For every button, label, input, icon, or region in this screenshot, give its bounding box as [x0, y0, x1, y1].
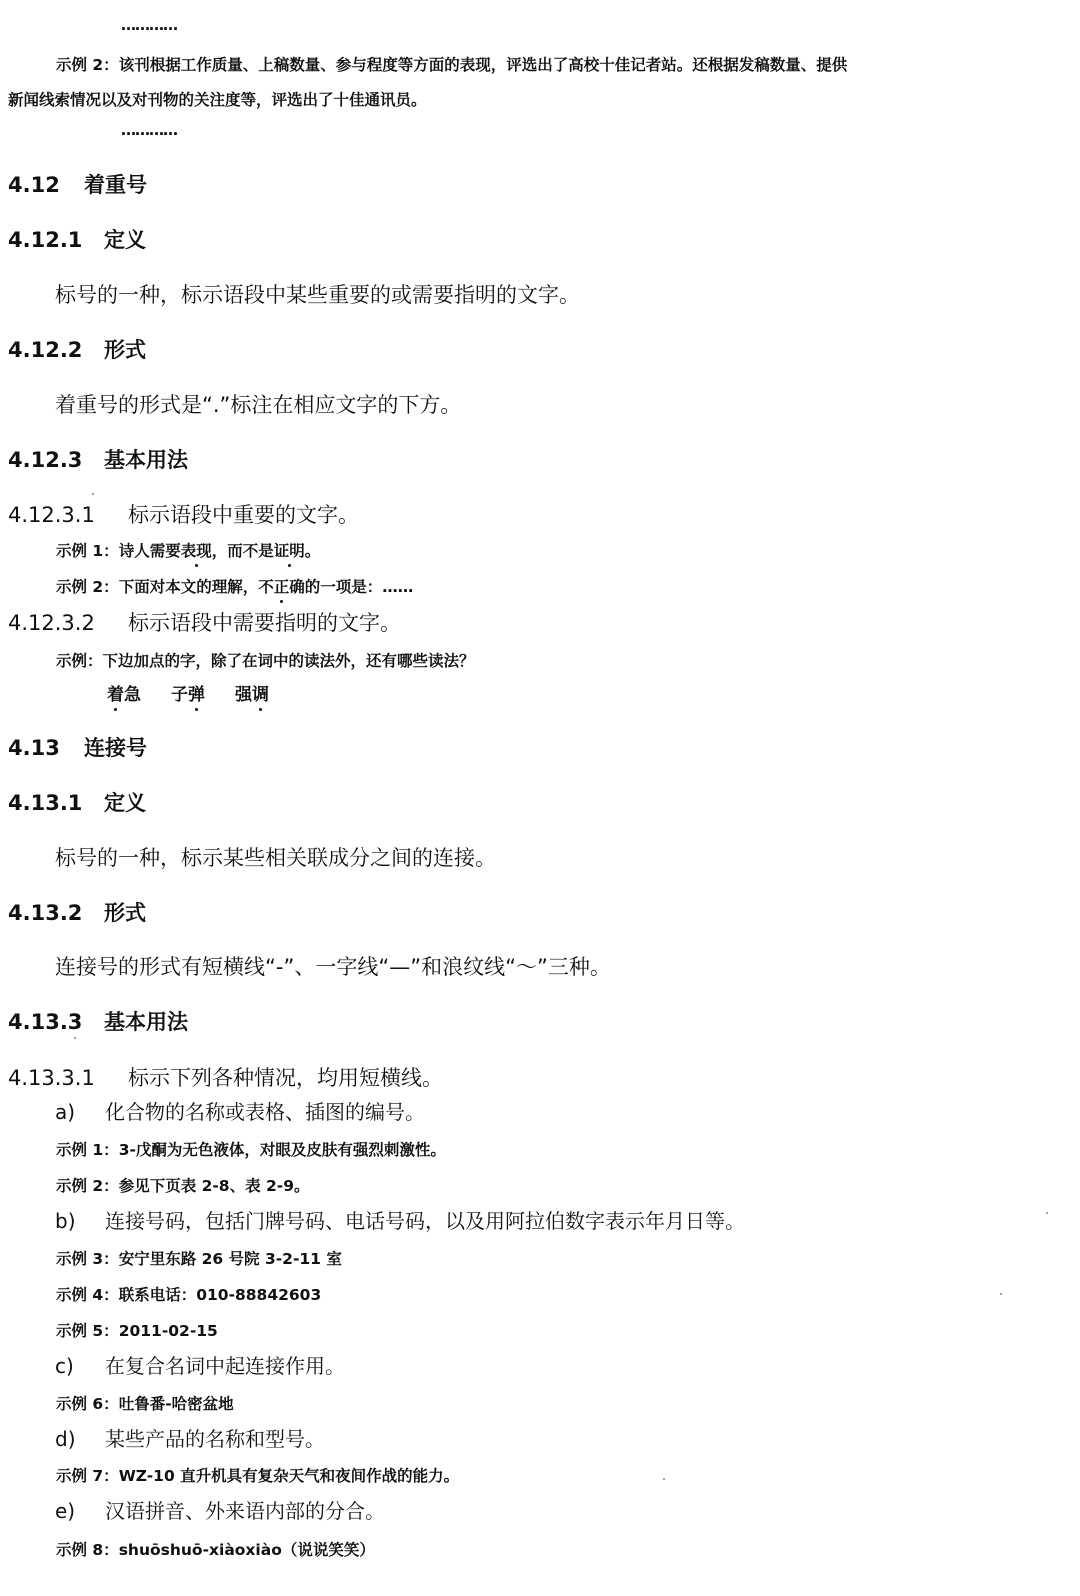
list-item-e: e) 汉语拼音、外来语内部的分合。 [55, 1499, 385, 1523]
example-4: 示例 4：联系电话：010-88842603 [56, 1286, 322, 1304]
section-heading-4-13: 4.13 连接号 [8, 736, 147, 760]
ellipsis-bottom: ………… [121, 121, 177, 139]
section-heading-4-12: 4.12 着重号 [8, 173, 147, 197]
subsection-heading-4-12-2: 4.12.2 形式 [8, 338, 146, 362]
scan-speck [74, 1037, 76, 1039]
dotted-word-list [107, 685, 299, 705]
scan-speck [1000, 1293, 1002, 1295]
example-3: 示例 3：安宁里东路 26 号院 3-2-11 室 [56, 1250, 342, 1268]
list-item-d: d) 某些产品的名称和型号。 [55, 1427, 325, 1451]
list-item-c: c) 在复合名词中起连接作用。 [55, 1354, 345, 1378]
dotted-word: 着急 [107, 685, 141, 705]
clause-4-12-3-2: 4.12.3.2 标示语段中需要指明的文字。 [8, 611, 401, 635]
form-text-4-12-2: 着重号的形式是“.”标注在相应文字的下方。 [55, 393, 462, 417]
definition-text-4-12-1: 标号的一种，标示语段中某些重要的或需要指明的文字。 [55, 283, 580, 307]
clause-4-12-3-1: 4.12.3.1 标示语段中重要的文字。 [8, 503, 359, 527]
subsection-heading-4-13-2: 4.13.2 形式 [8, 901, 146, 925]
example-2-line2: 新闻线索情况以及对刊物的关注度等，评选出了十佳通讯员。 [8, 91, 427, 109]
scan-speck [663, 1478, 665, 1480]
emphasis-example: 示例：下边加点的字，除了在词中的读法外，还有哪些读法？ [56, 652, 475, 670]
example-7: 示例 7：WZ-10 直升机具有复杂天气和夜间作战的能力。 [56, 1467, 460, 1485]
example-8: 示例 8：shuōshuō-xiàoxiào（说说笑笑） [56, 1541, 375, 1559]
subsection-heading-4-13-1: 4.13.1 定义 [8, 791, 146, 815]
scan-speck [92, 493, 94, 495]
example-6: 示例 6：吐鲁番-哈密盆地 [56, 1395, 234, 1413]
subsection-heading-4-12-3: 4.12.3 基本用法 [8, 448, 188, 472]
example-1: 示例 1：3-戊酮为无色液体，对眼及皮肤有强烈刺激性。 [56, 1141, 446, 1159]
emphasis-example-1: 示例 1：诗人需要表现，而不是证明。 [56, 542, 321, 560]
dotted-word: 子弹 [171, 685, 205, 705]
example-2-line1: 示例 2：该刊根据工作质量、上稿数量、参与程度等方面的表现，评选出了高校十佳记者站。还根据发稿数量、提供 [56, 56, 848, 74]
example-2: 示例 2：参见下页表 2-8、表 2-9。 [56, 1177, 310, 1195]
form-text-4-13-2: 连接号的形式有短横线“-”、一字线“—”和浪纹线“～”三种。 [55, 955, 611, 979]
emphasized-text: 表现 [180, 542, 212, 560]
list-item-b: b) 连接号码，包括门牌号码、电话号码，以及用阿拉伯数字表示年月日等。 [55, 1209, 745, 1233]
list-item-a: a) 化合物的名称或表格、插图的编号。 [55, 1100, 425, 1124]
dotted-word: 强调 [235, 685, 269, 705]
emphasized-text: 不正确 [258, 578, 305, 596]
clause-4-13-3-1: 4.13.3.1 标示下列各种情况，均用短横线。 [8, 1066, 443, 1090]
emphasis-example-2: 示例 2：下面对本文的理解，不正确的一项是：…… [56, 578, 414, 596]
scan-speck [1046, 1212, 1048, 1214]
subsection-heading-4-13-3: 4.13.3 基本用法 [8, 1010, 188, 1034]
definition-text-4-13-1: 标号的一种，标示某些相关联成分之间的连接。 [55, 846, 496, 870]
emphasized-text: 证明 [273, 542, 305, 560]
subsection-heading-4-12-1: 4.12.1 定义 [8, 228, 146, 252]
ellipsis-top: ………… [121, 16, 177, 34]
example-5: 示例 5：2011-02-15 [56, 1322, 218, 1340]
